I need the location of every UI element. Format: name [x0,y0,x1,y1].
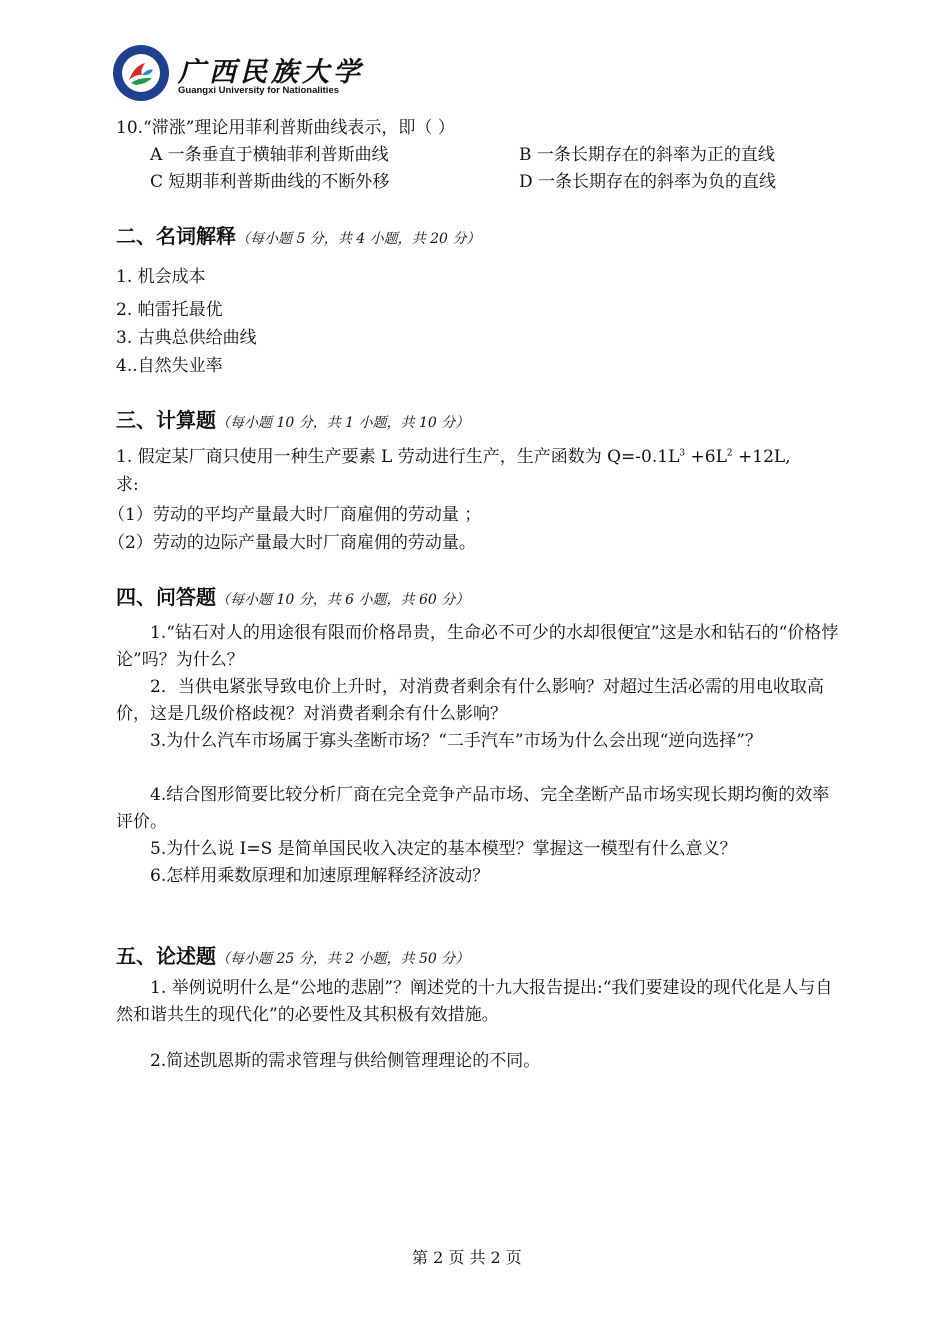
section-2-note: （每小题 5 分，共 4 小题，共 20 分） [236,231,481,247]
q10-option-a: A 一条垂直于横轴菲利普斯曲线 [150,145,389,165]
section-3-heading [116,404,469,433]
logo-chinese-name: 广西民族大学 [178,57,364,88]
list-item: 4..自然失业率 [116,356,223,376]
section-5-note: （每小题 25 分，共 2 小题，共 50 分） [216,951,470,967]
section-3-note: （每小题 10 分，共 1 小题，共 10 分） [216,415,470,431]
q10-option-d: D 一条长期存在的斜率为负的直线 [519,172,777,192]
exponent: 2 [726,448,733,459]
essay-question: 6.怎样用乘数原理和加速原理解释经济波动？ [150,866,490,886]
list-item: 1. 机会成本 [116,267,206,287]
section-2-heading [116,220,480,249]
list-item: 3. 古典总供给曲线 [116,328,257,348]
calc-question-1-text: 1. 假定某厂商只使用一种生产要素 L 劳动进行生产，生产函数为 Q=-0.1L [116,447,680,467]
essay-question: 4.结合图形简要比较分析厂商在完全竞争产品市场、完全垄断产品市场实现长期均衡的效率评价。 [116,785,830,832]
q10-option-c: C 短期菲利普斯曲线的不断外移 [150,172,390,192]
calc-question-1 [116,445,791,469]
section-5-heading [116,940,469,969]
page-number: 第 2 页 共 2 页 [412,1248,522,1267]
q10-option-b: B 一条长期存在的斜率为正的直线 [519,145,775,165]
essay-question: 2．当供电紧张导致电价上升时，对消费者剩余有什么影响？对超过生活必需的用电收取高价，这是几级价格歧视？对消费者剩余有什么影响？ [116,677,824,724]
university-header [112,44,364,104]
section-4-note: （每小题 10 分，共 6 小题，共 60 分） [216,592,470,608]
essay-question: 1.“钻石对人的用途很有限而价格昂贵，生命必不可少的水却很便宜”这是水和钻石的“价格悖论”吗？为什么？ [116,623,839,670]
discussion-question: 2.简述凯恩斯的需求管理与供给侧管理理论的不同。 [150,1051,541,1071]
essay-question: 5.为什么说 I=S 是简单国民收入决定的基本模型？掌握这一模型有什么意义？ [150,839,737,859]
calc-subquestion-1: （1）劳动的平均产量最大时厂商雇佣的劳动量 ； [108,505,482,525]
university-seal-icon [112,44,170,102]
calc-question-1-end: +12L, [732,447,791,467]
discussion-question: 1. 举例说明什么是“公地的悲剧”？阐述党的十九大报告提出:“我们要建设的现代化是人与自然和谐共生的现代化”的必要性及其积极有效措施。 [116,978,833,1025]
question-10-stem: 10.“滞涨”理论用菲利普斯曲线表示，即（ ） [116,118,455,138]
logo-english-name: Guangxi University for Nationalities [178,85,340,96]
calc-question-1-mid: +6L [685,447,727,467]
calc-subquestion-2: （2）劳动的边际产量最大时厂商雇佣的劳动量。 [108,533,476,553]
section-4-heading [116,581,469,610]
essay-question: 3.为什么汽车市场属于寡头垄断市场？“二手汽车”市场为什么会出现“逆向选择”？ [150,731,762,751]
exponent: 3 [679,448,686,459]
section-5-title: 五、论述题 [116,944,216,968]
list-item: 2. 帕雷托最优 [116,300,223,320]
section-3-title: 三、计算题 [116,408,216,432]
section-2-title: 二、名词解释 [116,224,236,248]
section-4-title: 四、问答题 [116,585,216,609]
calc-question-1-ask: 求: [116,475,139,495]
